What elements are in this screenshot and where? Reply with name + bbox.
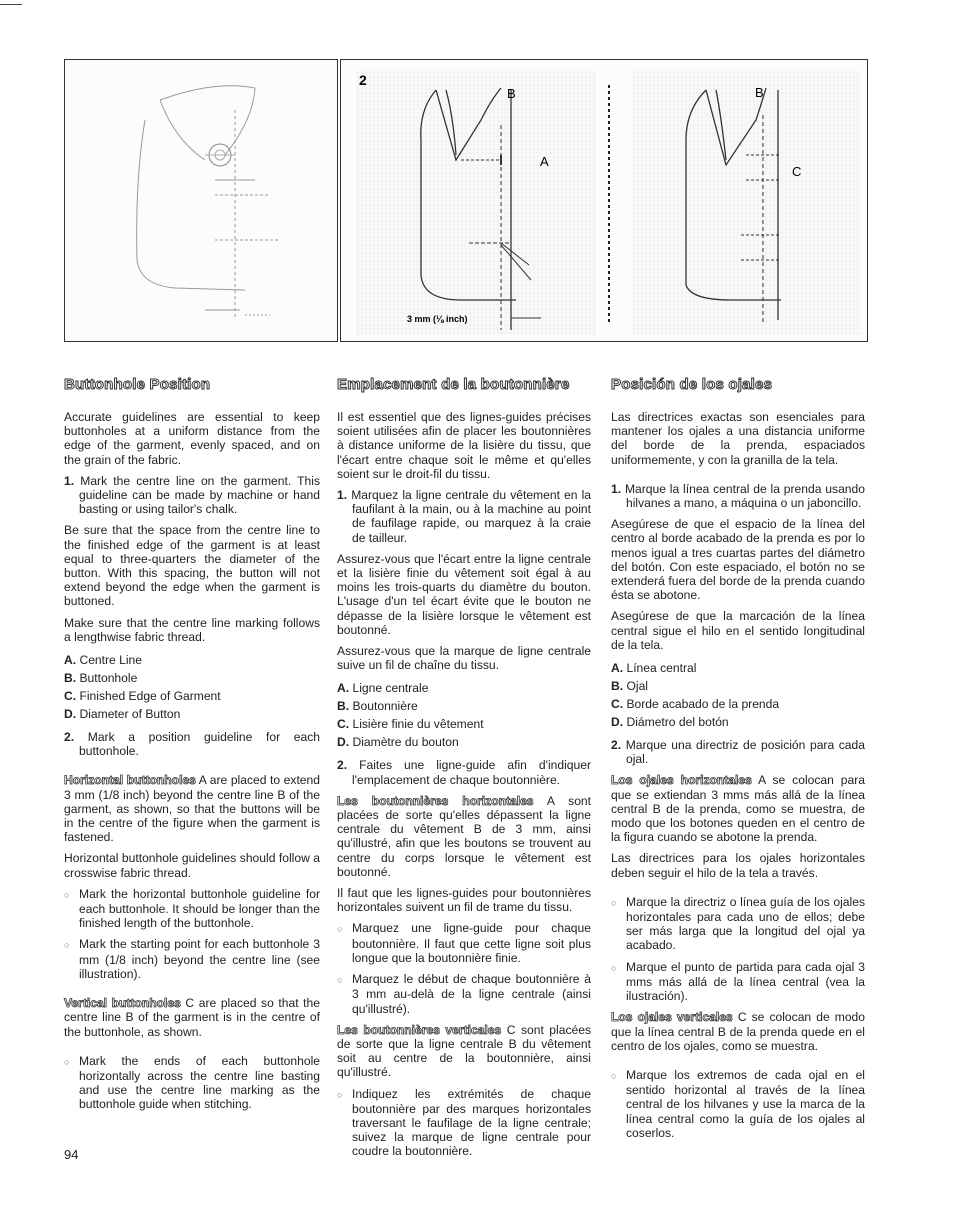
spanish-vertical [611,1010,865,1053]
measure-label: 3 mm (⅛ inch) [407,314,468,324]
bullet-text: Marque la directriz o línea guía de los ojales horizontales para cada uno de ellos; debe ser más larga que la longitud del ojal ya acabado. [626,894,865,953]
term-text: A se colocan para que se extiendan 3 mms más allá de la línea central B de la prenda, como se muestra, de modo que los botones queden en el centro de la figura cuando se abotone la prenda. [611,773,865,845]
bullet-icon: ○ [64,889,70,900]
english-heading: Buttonhole Position [64,376,211,393]
legend-key: B. [64,671,77,686]
spanish-intro: Las directrices exactas son esenciales para mantener los ojales a una distancia uniforme del borde de la prenda, espaciados uniformemente, y con la granilla de la tela. [611,410,865,467]
term: Horizontal buttonholes [64,773,196,788]
spanish-paragraph-3: Asegúrese de que la marcación de la línea central sigue el hilo en el sentido longitudinal de la tela. [611,609,865,652]
term-text: C are placed so that the centre line B of the garment is in the centre of the buttonhole, as shown. [64,996,320,1039]
legend-key: D. [611,715,624,730]
french-step-1 [337,488,591,545]
english-step-1 [64,474,320,517]
step-text: Marque la línea central de la prenda usando hilvanes a mano, a máquina o un jaboncillo. [624,481,865,511]
bullet-text: Marquez une ligne-guide pour chaque boutonnière. Il faut que cette ligne soit plus longue que la boutonnière finie. [352,921,591,965]
bullet-text: Mark the ends of each buttonhole horizontally across the centre line basting and use the centre line marking as the buttonhole guide when stitching. [79,1053,320,1112]
step-number: 2. [337,758,348,773]
legend-text: Borde acabado de la prenda [626,697,780,712]
bullet-icon: ○ [611,897,617,908]
step-text: Mark a position guideline for each buttonhole. [79,730,320,759]
legend-key: A. [611,661,624,676]
legend-key: C. [611,697,624,712]
term-text: A sont placées de sorte qu'elles dépassent la ligne centrale du vêtement B de 3 mm, ainsi qu'illustré, afin que les boutons se trouvent au centre du corps lorsque le vêtement est boutonné. [337,793,592,879]
french-paragraph-2: Assurez-vous que l'écart entre la ligne centrale et la lisière finie du vêtement soit égal à au moins les trois-quarts du diamètre du bouton. L'usage d'un tel écart évite que le bouton ne dépasse de la lisière lorsque le vêtement est boutonné. [337,551,591,637]
figure-1-garment-front [64,59,338,342]
label-c: C [792,164,802,179]
step-number: 1. [337,488,348,503]
french-bullet-3 [337,1087,591,1159]
spanish-paragraph-4: Las directrices para los ojales horizontales deben seguir el hilo de la tela a través. [611,851,865,880]
bullet-icon: ○ [337,975,343,986]
spanish-bullet-1 [611,895,865,953]
bullet-text: Marquez le début de chaque boutonnière à 3 mm au-delà de la ligne centrale (ainsi qu'illustré). [352,972,591,1016]
bullet-text: Mark the starting point for each buttonhole 3 mm (1/8 inch) beyond the centre line (see illustration). [79,937,320,981]
bullet-icon: ○ [337,1089,343,1100]
term: Los ojales verticales [611,1010,733,1025]
label-b-left: B [507,86,516,101]
legend-key: C. [64,689,77,704]
english-paragraph-3: Make sure that the centre line marking follows a lengthwise fabric thread. [64,615,320,644]
legend-key: C. [337,717,350,732]
legend-key: D. [64,707,77,722]
english-vertical [64,996,320,1039]
english-paragraph-4: Horizontal buttonhole guidelines should follow a crosswise fabric thread. [64,851,320,880]
bullet-icon: ○ [611,1070,617,1081]
english-paragraph-2: Be sure that the space from the centre line to the finished edge of the garment is at least equal to three-quarters the diameter of the button. With this spacing, the button will not extend beyond the edge when the garment is buttoned. [64,523,320,609]
french-intro: Il est essentiel que des lignes-guides précises soient utilisées afin de placer les boutonnières à distance uniforme de la lisière du tissu, que l'écart entre chaque soit le même et qu'elles soient sur le droit-fil du tissu. [337,410,591,481]
legend-item [337,697,591,715]
spanish-paragraph-2: Asegúrese de que el espacio de la línea del centro al borde acabado de la prenda es por lo menos igual a tres cuartas partes del diámetro del botón. Con este espaciado, el botón no se extenderá fuera del borde de la prenda cuando ésta se abotone. [611,517,865,603]
french-heading: Emplacement de la boutonnière [337,376,570,393]
legend-item [337,679,591,697]
legend-key: B. [611,679,624,694]
spanish-bullet-3 [611,1068,865,1140]
legend-text: Centre Line [79,653,142,668]
legend-text: Ligne centrale [352,681,429,696]
english-column [64,376,320,1119]
legend-key: B. [337,699,350,714]
spanish-legend [611,659,865,731]
english-intro: Accurate guidelines are essential to keep buttonholes at a uniform distance from the edge of the garment, evenly spaced, and on the grain of the fabric. [64,410,320,467]
bullet-text: Indiquez les extrémités de chaque boutonnière par des marques horizontales traversant le faufilage de la ligne centrale; suivez la marque de ligne centrale pour coudre la boutonnière. [352,1086,591,1159]
legend-item [337,715,591,733]
legend-item [64,669,320,687]
step-number: 1. [611,481,622,496]
step-number: 2. [611,738,622,753]
legend-text: Finished Edge of Garment [79,689,221,704]
english-bullet-1 [64,887,320,931]
french-bullet-1 [337,921,591,965]
legend-text: Línea central [626,661,697,676]
english-bullet-3 [64,1054,320,1112]
step-text: Mark the centre line on the garment. This guideline can be made by machine or hand basting or using tailor's chalk. [79,473,320,517]
step-number: 1. [64,473,75,488]
term: Vertical buttonholes [64,996,181,1011]
english-legend [64,651,320,723]
step-text: Faites une ligne-guide afin d'indiquer l'emplacement de chaque boutonnière. [352,758,591,787]
bullet-icon: ○ [64,940,70,951]
legend-text: Diámetro del botón [626,715,729,730]
term-text: C se colocan de modo que la línea central B de la prenda quede en el centro de los ojales, como se muestra. [611,1010,865,1053]
legend-item [64,651,320,669]
term-text: C sont placées de sorte que la ligne centrale B du vêtement soit au centre de la boutonnière, ainsi qu'illustré. [337,1022,591,1080]
legend-text: Ojal [626,679,648,694]
figure-2-buttonholes [340,59,868,342]
legend-key: D. [337,735,350,750]
legend-item [64,687,320,705]
french-column [337,376,591,1166]
legend-text: Diamètre du bouton [352,735,459,750]
bullet-icon: ○ [64,1056,70,1067]
bullet-text: Marque los extremos de cada ojal en el sentido horizontal al través de la línea central de los hilvanes y use la marca de la línea central como la guía de los ojales al coserlos. [626,1067,865,1140]
legend-text: Boutonnière [352,699,418,714]
french-step-2 [337,758,591,786]
french-legend [337,679,591,751]
legend-item [337,733,591,751]
spanish-step-2 [611,738,865,766]
spanish-column [611,376,865,1147]
legend-key: A. [64,653,77,668]
step-text: Marque una directriz de posición para cada ojal. [625,738,865,767]
spanish-horizontal [611,773,865,844]
label-a: A [540,154,549,169]
legend-text: Lisière finie du vêtement [352,717,484,732]
french-bullet-2 [337,972,591,1016]
page-number: 94 [64,1147,79,1162]
step-text: Marquez la ligne centrale du vêtement en la faufilant à la main, ou à la machine au point de faufilage rapide, ou marquez à la craie de tailleur. [351,488,591,545]
legend-text: Buttonhole [79,671,138,686]
legend-item [611,677,865,695]
spanish-step-1 [611,482,865,510]
french-paragraph-3: Assurez-vous que la marque de ligne centrale suive un fil de chaîne du tissu. [337,644,591,673]
legend-item [611,695,865,713]
english-step-2 [64,730,320,758]
figure-number: 2 [359,72,367,88]
french-vertical [337,1023,591,1080]
legend-item [611,659,865,677]
english-horizontal [64,773,320,844]
term: Les boutonnières verticales [337,1022,502,1037]
term: Les boutonnières horizontales [337,793,534,808]
spanish-heading: Posición de los ojales [611,376,773,393]
buttonhole-illustration [341,60,867,341]
term: Los ojales horizontales [611,773,752,788]
bullet-icon: ○ [337,924,343,935]
french-paragraph-4: Il faut que les lignes-guides pour boutonnières horizontales suivent un fil de trame du tissu. [337,886,591,915]
legend-key: A. [337,681,350,696]
bullet-text: Mark the horizontal buttonhole guideline for each buttonhole. It should be longer than the finished length of the buttonhole. [79,886,320,931]
french-horizontal [337,794,591,879]
bullet-text: Marque el punto de partida para cada ojal 3 mms más allá de la línea central (vea la ilustración). [626,959,865,1004]
step-number: 2. [64,730,75,745]
label-b-right: B [755,85,764,100]
legend-item [64,705,320,723]
english-bullet-2 [64,937,320,981]
spanish-bullet-2 [611,960,865,1004]
term-text: A are placed to extend 3 mm (1/8 inch) beyond the centre line B of the garment, as shown, so that the buttons will be in the centre of the figure when the garment is fastened. [64,773,320,845]
bullet-icon: ○ [611,962,617,973]
garment-front-illustration [65,60,337,341]
legend-text: Diameter of Button [79,707,181,722]
legend-item [611,713,865,731]
corner-mark [0,4,22,5]
